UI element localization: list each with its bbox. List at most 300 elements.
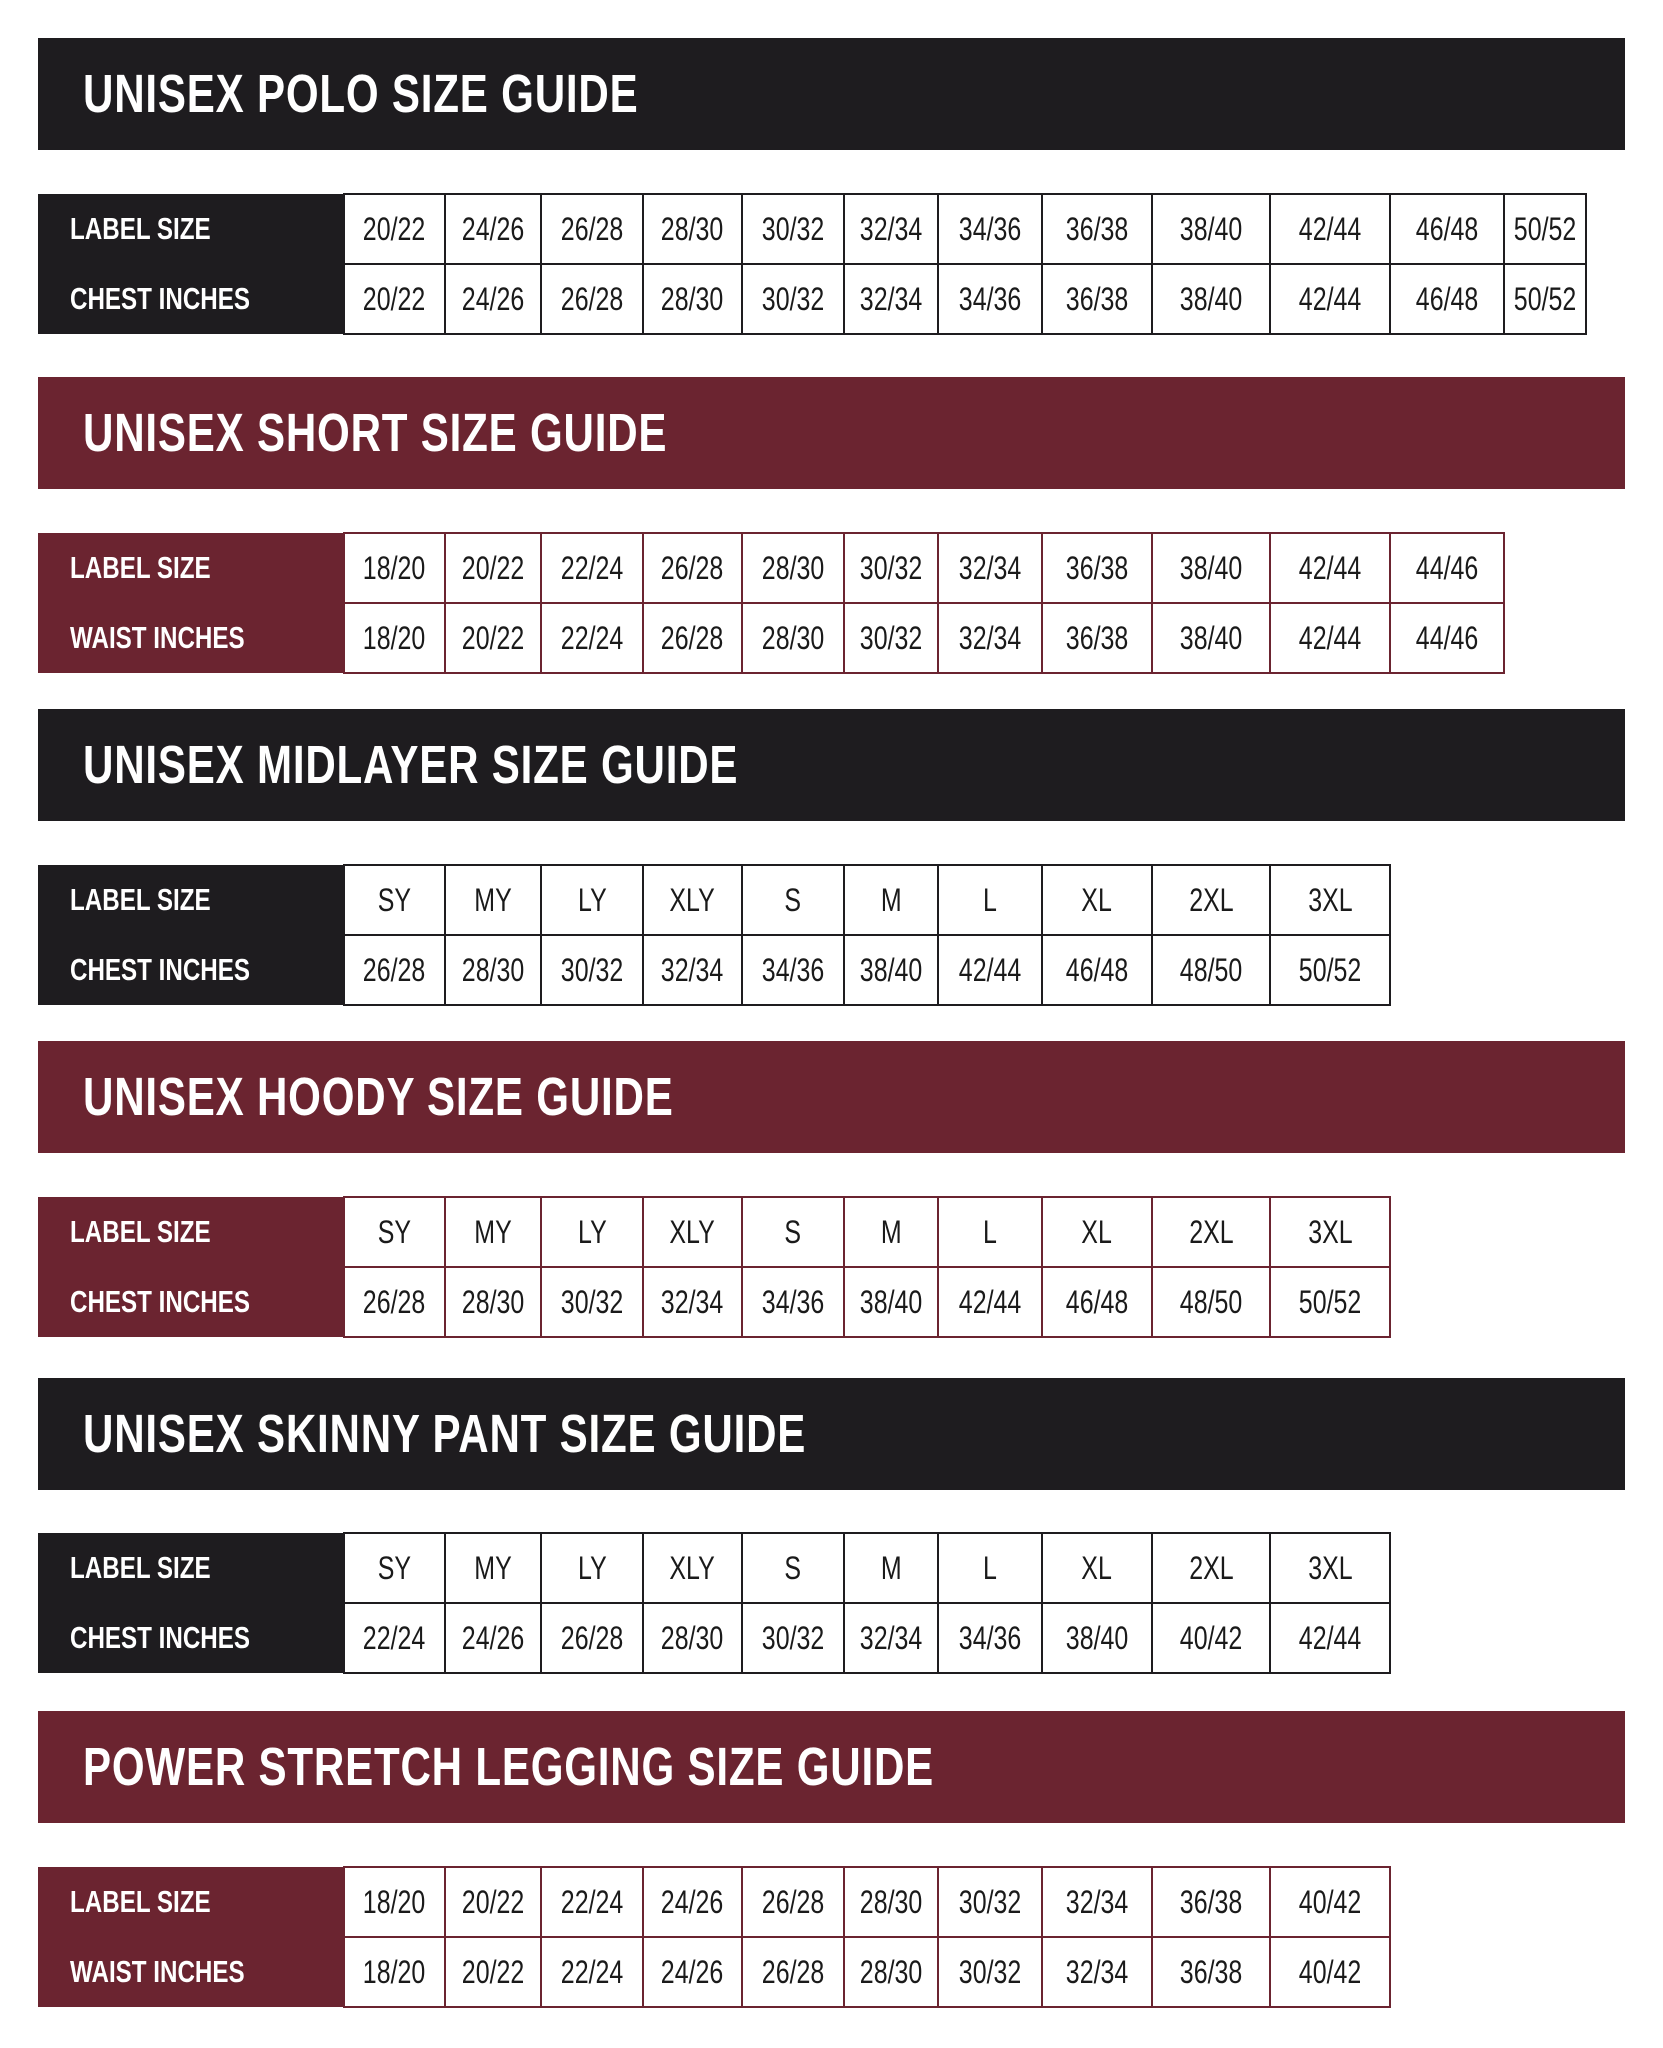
size-value: S <box>784 881 802 918</box>
row-label-text: CHEST INCHES <box>70 952 251 987</box>
size-cell <box>541 1603 643 1673</box>
size-value: 20/22 <box>461 619 525 656</box>
size-cell <box>643 1533 742 1603</box>
size-value: 20/22 <box>461 1883 525 1920</box>
table-row <box>38 603 1504 673</box>
size-cell <box>541 1533 643 1603</box>
size-value: 34/36 <box>761 951 825 988</box>
size-value: 28/30 <box>661 280 724 317</box>
guide-title: UNISEX SHORT SIZE GUIDE <box>83 403 668 463</box>
size-cell <box>844 1197 938 1267</box>
size-value: 40/42 <box>1298 1953 1362 1990</box>
size-cell <box>643 935 742 1005</box>
size-cell <box>445 865 541 935</box>
size-value: 38/40 <box>1179 619 1243 656</box>
size-cell <box>844 865 938 935</box>
size-cell <box>1152 1267 1270 1337</box>
size-value: 40/42 <box>1298 1883 1362 1920</box>
size-value: 46/48 <box>1065 951 1129 988</box>
size-cell <box>643 1937 742 2007</box>
size-cell <box>844 264 938 334</box>
size-cell <box>1042 1533 1152 1603</box>
row-label <box>38 1867 344 1937</box>
size-cell <box>541 264 643 334</box>
size-cell <box>1270 865 1390 935</box>
size-cell <box>344 1867 445 1937</box>
size-value: SY <box>377 1549 412 1586</box>
row-label <box>38 533 344 603</box>
size-cell <box>541 1197 643 1267</box>
row-label-text: LABEL SIZE <box>70 1884 211 1919</box>
size-cell <box>344 1267 445 1337</box>
size-value: 34/36 <box>958 1619 1022 1656</box>
size-value: 26/28 <box>363 1283 426 1320</box>
size-value: 28/30 <box>461 1283 525 1320</box>
size-value: 32/34 <box>661 1283 724 1320</box>
size-value: 30/32 <box>761 210 825 247</box>
size-value: SY <box>377 881 412 918</box>
size-value: 30/32 <box>958 1883 1022 1920</box>
table-row <box>38 1867 1390 1937</box>
size-cell <box>742 1867 844 1937</box>
row-label <box>38 1197 344 1267</box>
size-cell <box>938 865 1042 935</box>
size-value: 34/36 <box>958 280 1022 317</box>
row-label <box>38 1603 344 1673</box>
size-value: LY <box>577 881 607 918</box>
size-cell <box>742 1937 844 2007</box>
size-cell <box>541 533 643 603</box>
size-cell <box>344 865 445 935</box>
table-row <box>38 533 1504 603</box>
size-value: 2XL <box>1188 1549 1234 1586</box>
size-value: 34/36 <box>958 210 1022 247</box>
size-value: 28/30 <box>859 1953 923 1990</box>
size-value: 22/24 <box>363 1619 426 1656</box>
size-value: 32/34 <box>1065 1953 1129 1990</box>
table-row <box>38 1267 1390 1337</box>
hoody-guide-banner <box>38 1041 1625 1153</box>
size-value: 50/52 <box>1298 951 1362 988</box>
size-cell <box>445 194 541 264</box>
guide-title: UNISEX MIDLAYER SIZE GUIDE <box>83 735 739 795</box>
size-value: 42/44 <box>1298 619 1362 656</box>
size-value: 34/36 <box>761 1283 825 1320</box>
size-cell <box>938 1267 1042 1337</box>
size-value: 32/34 <box>661 951 724 988</box>
size-cell <box>1504 194 1586 264</box>
size-cell <box>541 1937 643 2007</box>
size-cell <box>344 935 445 1005</box>
skinny-pant-guide-banner <box>38 1378 1625 1490</box>
size-cell <box>643 865 742 935</box>
size-cell <box>1152 194 1270 264</box>
size-cell <box>844 194 938 264</box>
size-cell <box>1270 603 1390 673</box>
size-value: LY <box>577 1549 607 1586</box>
size-value: 32/34 <box>859 210 923 247</box>
size-value: 30/32 <box>761 1619 825 1656</box>
size-cell <box>643 1867 742 1937</box>
size-value: 30/32 <box>859 619 923 656</box>
size-cell <box>844 1867 938 1937</box>
size-cell <box>742 1197 844 1267</box>
table-row <box>38 194 1586 264</box>
size-cell <box>1042 533 1152 603</box>
size-value: 44/46 <box>1415 549 1479 586</box>
size-cell <box>938 603 1042 673</box>
size-value: 24/26 <box>461 1619 525 1656</box>
size-value: M <box>880 881 902 918</box>
table-row <box>38 264 1586 334</box>
size-value: MY <box>474 1549 512 1586</box>
size-cell <box>1390 194 1504 264</box>
size-value: 20/22 <box>363 210 426 247</box>
size-cell <box>344 1197 445 1267</box>
size-value: 50/52 <box>1298 1283 1362 1320</box>
size-cell <box>541 1867 643 1937</box>
size-value: L <box>983 1213 997 1250</box>
size-value: 36/38 <box>1179 1883 1243 1920</box>
size-cell <box>1042 935 1152 1005</box>
size-value: 42/44 <box>1298 280 1362 317</box>
size-value: 38/40 <box>859 1283 923 1320</box>
size-value: 32/34 <box>1065 1883 1129 1920</box>
size-cell <box>1152 1603 1270 1673</box>
size-cell <box>844 935 938 1005</box>
size-cell <box>742 194 844 264</box>
size-cell <box>742 865 844 935</box>
size-value: 50/52 <box>1513 280 1577 317</box>
size-cell <box>643 533 742 603</box>
size-value: 48/50 <box>1179 951 1243 988</box>
table-row <box>38 1533 1390 1603</box>
size-value: 26/28 <box>560 210 624 247</box>
size-value: 42/44 <box>1298 210 1362 247</box>
size-value: 28/30 <box>761 549 825 586</box>
skinny-pant-size-table <box>38 1532 1391 1674</box>
size-value: 26/28 <box>560 1619 624 1656</box>
polo-size-table <box>38 193 1587 335</box>
size-cell <box>643 1267 742 1337</box>
size-value: 36/38 <box>1065 549 1129 586</box>
size-value: XLY <box>669 881 716 918</box>
size-cell <box>1042 1937 1152 2007</box>
size-value: 3XL <box>1307 1213 1353 1250</box>
size-cell <box>844 1533 938 1603</box>
size-cell <box>938 1867 1042 1937</box>
size-cell <box>541 935 643 1005</box>
row-label-text: CHEST INCHES <box>70 1284 251 1319</box>
size-cell <box>742 264 844 334</box>
row-label <box>38 1937 344 2007</box>
table-row <box>38 1603 1390 1673</box>
row-label-text: CHEST INCHES <box>70 1620 251 1655</box>
size-value: 2XL <box>1188 1213 1234 1250</box>
size-value: 48/50 <box>1179 1283 1243 1320</box>
size-value: 42/44 <box>1298 549 1362 586</box>
size-cell <box>445 1267 541 1337</box>
row-label-text: LABEL SIZE <box>70 211 211 246</box>
size-value: 30/32 <box>958 1953 1022 1990</box>
size-value: 28/30 <box>461 951 525 988</box>
size-value: 22/24 <box>560 549 624 586</box>
table-row <box>38 935 1390 1005</box>
size-cell <box>541 603 643 673</box>
size-cell <box>643 1603 742 1673</box>
size-value: 18/20 <box>363 549 426 586</box>
size-value: 2XL <box>1188 881 1234 918</box>
size-value: 28/30 <box>859 1883 923 1920</box>
size-value: 36/38 <box>1179 1953 1243 1990</box>
size-cell <box>1270 1533 1390 1603</box>
row-label <box>38 603 344 673</box>
size-cell <box>643 194 742 264</box>
size-cell <box>445 935 541 1005</box>
size-value: 38/40 <box>859 951 923 988</box>
size-cell <box>1152 533 1270 603</box>
row-label <box>38 1267 344 1337</box>
size-value: L <box>983 1549 997 1586</box>
size-value: 44/46 <box>1415 619 1479 656</box>
size-cell <box>445 1603 541 1673</box>
legging-size-table <box>38 1866 1391 2008</box>
short-guide-banner <box>38 377 1625 489</box>
size-cell <box>445 603 541 673</box>
size-value: 22/24 <box>560 619 624 656</box>
size-cell <box>541 194 643 264</box>
size-value: XLY <box>669 1549 716 1586</box>
size-cell <box>844 1937 938 2007</box>
size-value: S <box>784 1549 802 1586</box>
size-cell <box>1390 603 1504 673</box>
polo-guide-banner <box>38 38 1625 150</box>
size-cell <box>742 533 844 603</box>
size-value: 50/52 <box>1513 210 1577 247</box>
size-value: 30/32 <box>859 549 923 586</box>
midlayer-guide-banner <box>38 709 1625 821</box>
size-cell <box>1152 1867 1270 1937</box>
size-value: 28/30 <box>661 1619 724 1656</box>
size-cell <box>344 533 445 603</box>
size-cell <box>1152 865 1270 935</box>
size-cell <box>1504 264 1586 334</box>
row-label <box>38 935 344 1005</box>
size-cell <box>445 1197 541 1267</box>
midlayer-size-table <box>38 864 1391 1006</box>
size-value: 18/20 <box>363 1883 426 1920</box>
row-label <box>38 865 344 935</box>
size-cell <box>742 1603 844 1673</box>
size-cell <box>1270 264 1390 334</box>
size-value: 24/26 <box>461 280 525 317</box>
size-cell <box>344 264 445 334</box>
size-value: 36/38 <box>1065 210 1129 247</box>
guide-title: UNISEX POLO SIZE GUIDE <box>83 64 639 124</box>
size-cell <box>445 1937 541 2007</box>
size-cell <box>1270 533 1390 603</box>
size-value: 32/34 <box>859 1619 923 1656</box>
size-cell <box>1042 194 1152 264</box>
row-label-text: WAIST INCHES <box>70 620 245 655</box>
size-cell <box>1042 603 1152 673</box>
size-cell <box>742 1533 844 1603</box>
size-value: 38/40 <box>1179 210 1243 247</box>
size-value: SY <box>377 1213 412 1250</box>
size-cell <box>1390 533 1504 603</box>
size-value: 28/30 <box>761 619 825 656</box>
size-value: 20/22 <box>363 280 426 317</box>
size-cell <box>1042 1603 1152 1673</box>
size-value: 40/42 <box>1179 1619 1243 1656</box>
size-value: 24/26 <box>461 210 525 247</box>
size-cell <box>844 603 938 673</box>
size-value: LY <box>577 1213 607 1250</box>
size-value: 18/20 <box>363 619 426 656</box>
size-cell <box>445 533 541 603</box>
size-value: 38/40 <box>1179 549 1243 586</box>
size-cell <box>938 935 1042 1005</box>
size-value: M <box>880 1549 902 1586</box>
size-cell <box>1270 1867 1390 1937</box>
size-value: 42/44 <box>958 1283 1022 1320</box>
size-cell <box>1270 1603 1390 1673</box>
size-value: 26/28 <box>560 280 624 317</box>
size-cell <box>643 1197 742 1267</box>
legging-guide-banner <box>38 1711 1625 1823</box>
size-cell <box>1270 1937 1390 2007</box>
row-label-text: CHEST INCHES <box>70 281 251 316</box>
size-cell <box>1152 935 1270 1005</box>
row-label-text: LABEL SIZE <box>70 550 211 585</box>
row-label <box>38 264 344 334</box>
size-cell <box>1390 264 1504 334</box>
size-value: 46/48 <box>1415 210 1479 247</box>
short-size-table <box>38 532 1505 674</box>
size-cell <box>344 1533 445 1603</box>
size-value: 28/30 <box>661 210 724 247</box>
size-cell <box>1270 194 1390 264</box>
row-label-text: LABEL SIZE <box>70 1550 211 1585</box>
row-label-text: LABEL SIZE <box>70 1214 211 1249</box>
size-value: 22/24 <box>560 1883 624 1920</box>
size-value: 32/34 <box>958 549 1022 586</box>
size-value: 26/28 <box>661 619 724 656</box>
size-cell <box>445 1867 541 1937</box>
size-cell <box>742 1267 844 1337</box>
table-row <box>38 1937 1390 2007</box>
size-value: 32/34 <box>859 280 923 317</box>
size-value: XL <box>1081 1213 1113 1250</box>
size-cell <box>1152 1937 1270 2007</box>
size-cell <box>1152 264 1270 334</box>
size-cell <box>938 1937 1042 2007</box>
row-label <box>38 194 344 264</box>
size-cell <box>938 1603 1042 1673</box>
size-cell <box>1152 603 1270 673</box>
size-value: 3XL <box>1307 1549 1353 1586</box>
size-cell <box>742 935 844 1005</box>
guide-title: UNISEX SKINNY PANT SIZE GUIDE <box>83 1404 807 1464</box>
size-value: 36/38 <box>1065 619 1129 656</box>
size-value: 42/44 <box>958 951 1022 988</box>
size-cell <box>344 1937 445 2007</box>
size-value: 30/32 <box>560 1283 624 1320</box>
size-value: 26/28 <box>761 1953 825 1990</box>
size-value: XLY <box>669 1213 716 1250</box>
size-value: 42/44 <box>1298 1619 1362 1656</box>
size-value: XL <box>1081 1549 1113 1586</box>
size-value: MY <box>474 1213 512 1250</box>
size-value: 20/22 <box>461 549 525 586</box>
size-cell <box>1152 1533 1270 1603</box>
size-cell <box>445 1533 541 1603</box>
size-cell <box>938 1197 1042 1267</box>
size-cell <box>643 603 742 673</box>
size-cell <box>643 264 742 334</box>
hoody-size-table <box>38 1196 1391 1338</box>
size-value: 26/28 <box>661 549 724 586</box>
size-cell <box>1042 1867 1152 1937</box>
size-value: 24/26 <box>661 1953 724 1990</box>
size-cell <box>1270 935 1390 1005</box>
table-row <box>38 1197 1390 1267</box>
size-cell <box>1042 865 1152 935</box>
size-cell <box>344 603 445 673</box>
guide-title: UNISEX HOODY SIZE GUIDE <box>83 1067 674 1127</box>
size-value: 38/40 <box>1179 280 1243 317</box>
size-value: L <box>983 881 997 918</box>
size-value: 26/28 <box>761 1883 825 1920</box>
size-cell <box>938 1533 1042 1603</box>
size-cell <box>344 194 445 264</box>
size-cell <box>938 264 1042 334</box>
size-cell <box>1152 1197 1270 1267</box>
size-cell <box>938 194 1042 264</box>
size-cell <box>344 1603 445 1673</box>
size-value: MY <box>474 881 512 918</box>
size-cell <box>742 603 844 673</box>
size-cell <box>1270 1267 1390 1337</box>
size-cell <box>1270 1197 1390 1267</box>
size-value: 3XL <box>1307 881 1353 918</box>
size-cell <box>844 1603 938 1673</box>
row-label <box>38 1533 344 1603</box>
size-cell <box>1042 1197 1152 1267</box>
size-cell <box>445 264 541 334</box>
size-cell <box>844 533 938 603</box>
size-value: 32/34 <box>958 619 1022 656</box>
size-cell <box>1042 264 1152 334</box>
size-value: 18/20 <box>363 1953 426 1990</box>
size-cell <box>938 533 1042 603</box>
row-label-text: WAIST INCHES <box>70 1954 245 1989</box>
size-value: M <box>880 1213 902 1250</box>
size-value: XL <box>1081 881 1113 918</box>
size-value: 24/26 <box>661 1883 724 1920</box>
guide-title: POWER STRETCH LEGGING SIZE GUIDE <box>83 1737 935 1797</box>
size-cell <box>844 1267 938 1337</box>
size-value: 30/32 <box>761 280 825 317</box>
size-value: 46/48 <box>1415 280 1479 317</box>
size-cell <box>1042 1267 1152 1337</box>
size-value: S <box>784 1213 802 1250</box>
size-value: 46/48 <box>1065 1283 1129 1320</box>
size-cell <box>541 1267 643 1337</box>
size-value: 38/40 <box>1065 1619 1129 1656</box>
table-row <box>38 865 1390 935</box>
size-value: 36/38 <box>1065 280 1129 317</box>
